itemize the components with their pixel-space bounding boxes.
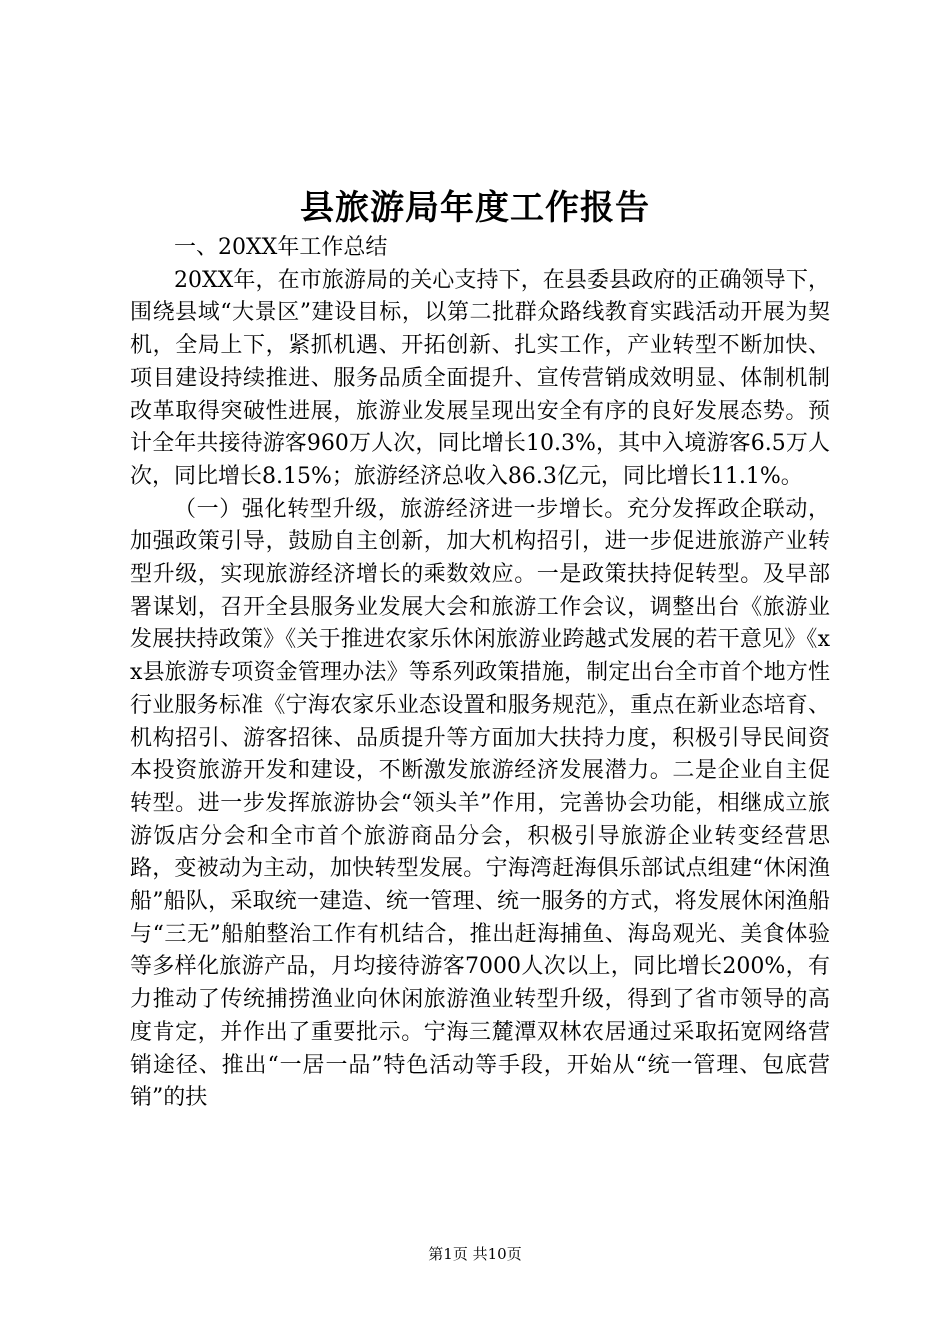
document-body xyxy=(130,232,830,1115)
body-paragraph: （一）强化转型升级，旅游经济进一步增长。充分发挥政企联动，加强政策引导，鼓励自主创新，加大机构招引，进一步促进旅游产业转型升级，实现旅游经济增长的乘数效应。一是政策扶持促转型。及早部署谋划，召开全县服务业发展大会和旅游工作会议，调整出台《旅游业发展扶持政策》《关于推进农家乐休闲旅游业跨越式发展的若干意见》《xx县旅游专项资金管理办法》等系列政策措施，制定出台全市首个地方性行业服务标准《宁海农家乐业态设置和服务规范》，重点在新业态培育、机构招引、游客招徕、品质提升等方面加大扶持力度，积极引导民间资本投资旅游开发和建设，不断激发旅游经济发展潜力。二是企业自主促转型。进一步发挥旅游协会“领头羊”作用，完善协会功能，相继成立旅游饭店分会和全市首个旅游商品分会，积极引导旅游企业转变经营思路，变被动为主动，加快转型发展。宁海湾赶海俱乐部试点组建“休闲渔船”船队，采取统一建造、统一管理、统一服务的方式，将发展休闲渔船与“三无”船舶整治工作有机结合，推出赶海捕鱼、海岛观光、美食体验等多样化旅游产品，月均接待游客7000人次以上，同比增长200%，有力推动了传统捕捞渔业向休闲旅游渔业转型升级，得到了省市领导的高度肯定，并作出了重要批示。宁海三麓潭双林农居通过采取拓宽网络营销途径、推出“一居一品”特色活动等手段，开始从“统一管理、包底营销”的扶 xyxy=(130,496,830,1111)
body-paragraph: 20XX年，在市旅游局的关心支持下，在县委县政府的正确领导下，围绕县域“大景区”建设目标，以第二批群众路线教育实践活动开展为契机，全局上下，紧抓机遇、开拓创新、扎实工作，产业转型不断加快、项目建设持续推进、服务品质全面提升、宣传营销成效明显、体制机制改革取得突破性进展，旅游业发展呈现出安全有序的良好发展态势。预计全年共接待游客960万人次，同比增长10.3%，其中入境游客6.5万人次，同比增长8.15%；旅游经济总收入86.3亿元，同比增长11.1%。 xyxy=(130,267,830,489)
page-number-footer: 第1页 共10页 xyxy=(428,1245,522,1263)
section-heading: 一、20XX年工作总结 xyxy=(174,235,388,260)
document-title: 县旅游局年度工作报告 xyxy=(300,188,650,228)
